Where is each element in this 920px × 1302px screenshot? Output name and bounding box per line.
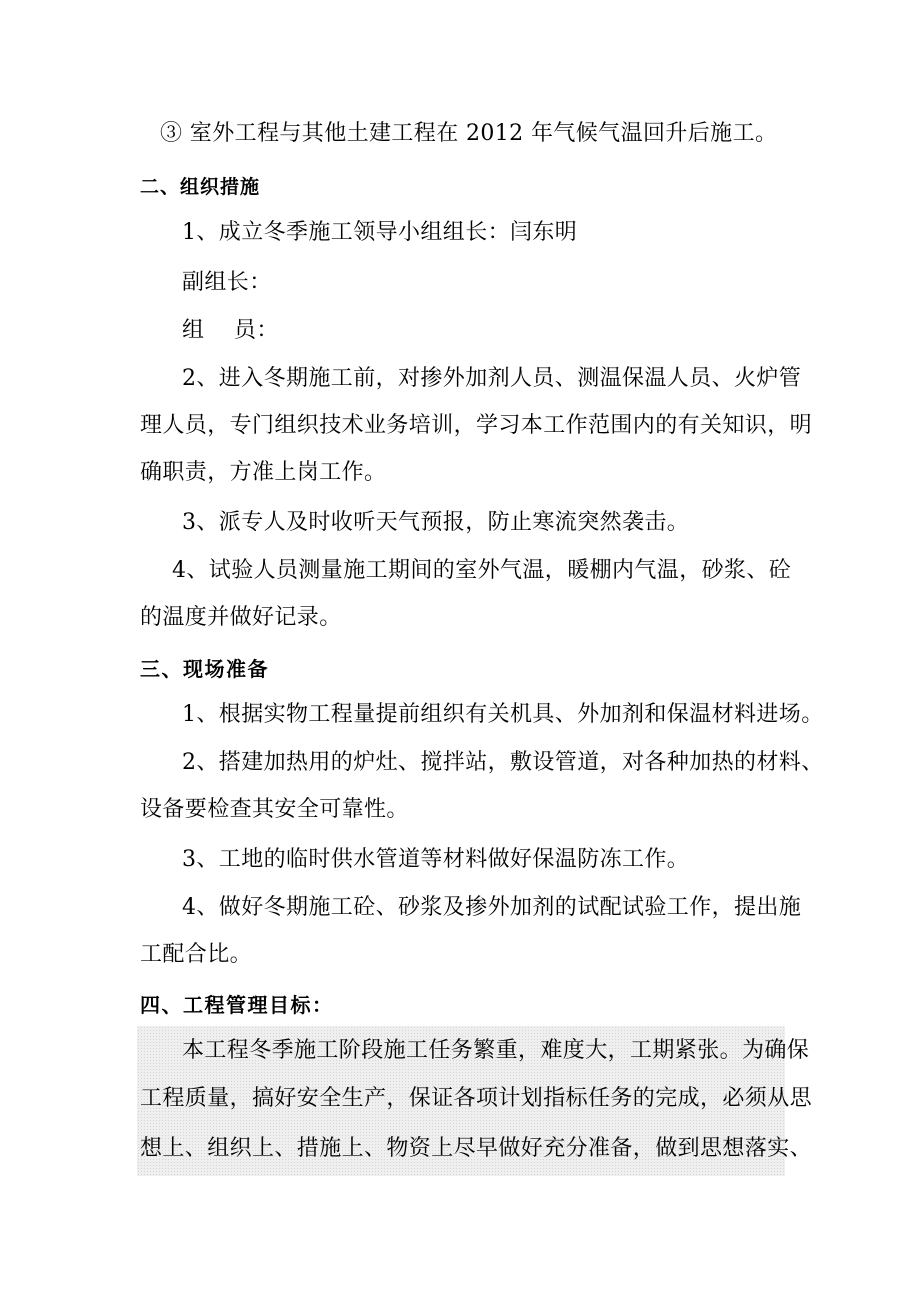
org-item-4-line-1: 4、试验人员测量施工期间的室外气温，暖棚内气温，砂浆、砼 <box>172 558 792 583</box>
goals-paragraph-line-2: 工程质量，搞好安全生产，保证各项计划指标任务的完成，必须从思 <box>140 1086 813 1111</box>
section-heading-site-preparation: 三、现场准备 <box>140 657 269 681</box>
org-item-2-line-2: 理人员，专门组织技术业务培训，学习本工作范围内的有关知识，明 <box>140 413 813 438</box>
org-item-3: 3、派专人及时收听天气预报，防止寒流突然袭击。 <box>182 510 690 535</box>
org-item-2-line-3: 确职责，方准上岗工作。 <box>140 460 387 485</box>
item-3-outdoor-work: ③ 室外工程与其他土建工程在 2012 年气候气温回升后施工。 <box>160 121 778 146</box>
org-item-4-line-2: 的温度并做好记录。 <box>140 605 342 630</box>
org-item-2-line-1: 2、进入冬期施工前，对掺外加剂人员、测温保温人员、火炉管 <box>182 366 802 391</box>
members-label: 组 员： <box>182 318 279 343</box>
site-item-2-line-2: 设备要检查其安全可靠性。 <box>140 797 409 822</box>
goals-paragraph-line-1: 本工程冬季施工阶段施工任务繁重，难度大，工期紧张。为确保 <box>182 1038 810 1063</box>
site-item-4-line-1: 4、做好冬期施工砼、砂浆及掺外加剂的试配试验工作，提出施 <box>182 895 802 920</box>
section-heading-organization: 二、组织措施 <box>140 176 261 198</box>
site-item-4-line-2: 工配合比。 <box>140 942 253 967</box>
section-heading-management-goals: 四、工程管理目标： <box>140 993 334 1017</box>
deputy-leader-label: 副组长： <box>182 270 272 295</box>
site-item-2-line-1: 2、搭建加热用的炉灶、搅拌站，敷设管道，对各种加热的材料、 <box>182 750 824 775</box>
org-item-1-leader: 1、成立冬季施工领导小组组长：闫东明 <box>182 220 578 245</box>
site-item-1: 1、根据实物工程量提前组织有关机具、外加剂和保温材料进场。 <box>182 702 824 727</box>
site-item-3: 3、工地的临时供水管道等材料做好保温防冻工作。 <box>182 847 690 872</box>
goals-paragraph-line-3: 想上、组织上、措施上、物资上尽早做好充分准备，做到思想落实、 <box>140 1136 813 1161</box>
